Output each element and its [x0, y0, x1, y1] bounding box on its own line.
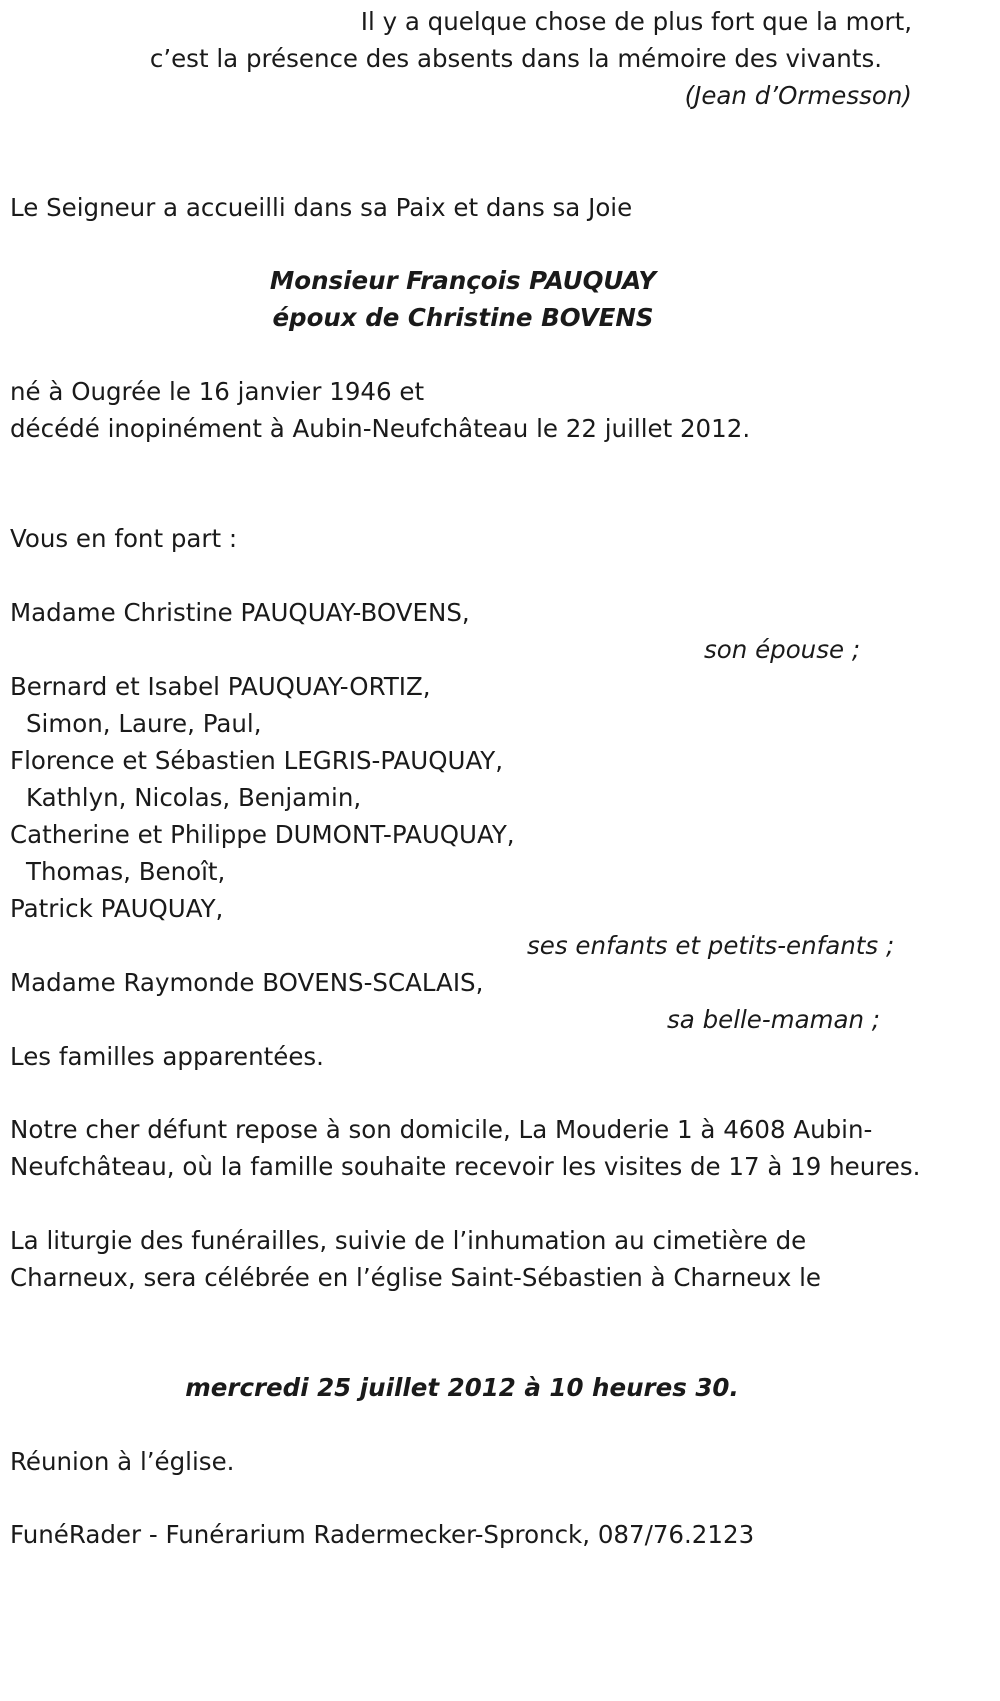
funeral-line-1: La liturgie des funérailles, suivie de l’inhumation au cimetière de [10, 1226, 807, 1255]
funeral-home: FunéRader - Funérarium Radermecker-Spronck, 087/76.2123 [10, 1520, 755, 1549]
quote-author: (Jean d’Ormesson) [684, 81, 912, 110]
deceased-spouse: époux de Christine BOVENS [272, 303, 654, 332]
grandchildren-3: Thomas, Benoît, [26, 857, 226, 886]
meeting-text: Réunion à l’église. [10, 1447, 235, 1476]
child-2: Florence et Sébastien LEGRIS-PAUQUAY, [10, 746, 504, 775]
grandchildren-2: Kathlyn, Nicolas, Benjamin, [26, 783, 362, 812]
death-line: décédé inopinément à Aubin-Neufchâteau le 22 juillet 2012. [10, 414, 751, 443]
mother-in-law-role: sa belle-maman ; [667, 1005, 881, 1034]
child-1: Bernard et Isabel PAUQUAY-ORTIZ, [10, 672, 431, 701]
intro-text: Le Seigneur a accueilli dans sa Paix et dans sa Joie [10, 193, 633, 222]
widow-name: Madame Christine PAUQUAY-BOVENS, [10, 598, 470, 627]
funeral-datetime: mercredi 25 juillet 2012 à 10 heures 30. [185, 1373, 739, 1402]
child-4: Patrick PAUQUAY, [10, 894, 224, 923]
funeral-line-2: Charneux, sera célébrée en l’église Saint-Sébastien à Charneux le [10, 1263, 821, 1292]
visitation-line-2: Neufchâteau, où la famille souhaite recevoir les visites de 17 à 19 heures. [10, 1152, 921, 1181]
mother-in-law-name: Madame Raymonde BOVENS-SCALAIS, [10, 968, 484, 997]
widow-role: son épouse ; [704, 635, 861, 664]
visitation-line-1: Notre cher défunt repose à son domicile, La Mouderie 1 à 4608 Aubin- [10, 1115, 873, 1144]
announce-text: Vous en font part : [10, 524, 238, 553]
quote-line-1: Il y a quelque chose de plus fort que la mort, [360, 7, 912, 36]
quote-line-2: c’est la présence des absents dans la mémoire des vivants. [149, 44, 882, 73]
child-3: Catherine et Philippe DUMONT-PAUQUAY, [10, 820, 515, 849]
birth-line: né à Ougrée le 16 janvier 1946 et [10, 377, 425, 406]
grandchildren-1: Simon, Laure, Paul, [26, 709, 262, 738]
relatives-text: Les familles apparentées. [10, 1042, 324, 1071]
deceased-name: Monsieur François PAUQUAY [269, 266, 657, 295]
children-role: ses enfants et petits-enfants ; [527, 931, 895, 960]
